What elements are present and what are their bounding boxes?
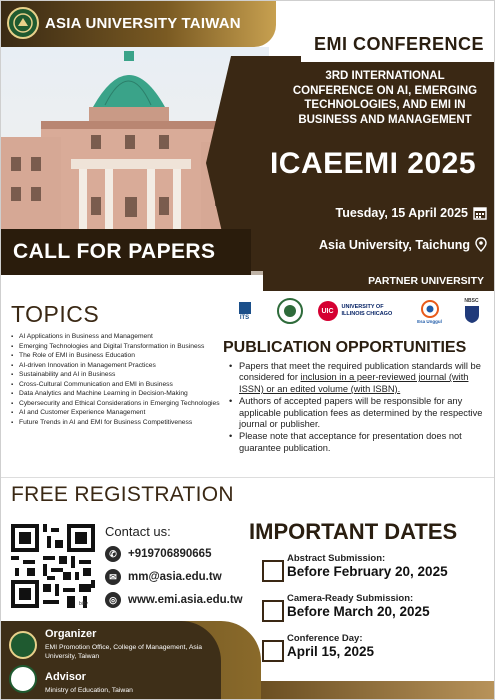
organizer-text: EMI Promotion Office, College of Management, Asia University, Taiwan <box>45 644 203 660</box>
footer-bar <box>261 681 495 700</box>
publication-item: • Papers that meet the required publication standards will be considered for inclusion in a peer-reviewed journal (with ISSN) or an edited volume (with ISBN). <box>229 361 491 395</box>
call-for-papers-banner <box>1 229 251 275</box>
date-item-camera-ready: Camera-Ready Submission: Before March 20, 2025 <box>263 593 430 619</box>
important-dates-title: IMPORTANT DATES <box>249 519 458 544</box>
topic-item: ▪ AI Applications in Business and Management <box>11 333 221 341</box>
topic-item: ▪ The Role of EMI in Business Education <box>11 352 221 360</box>
date-item-conference-day: Conference Day: April 15, 2025 <box>263 633 374 659</box>
globe-icon: ◎ <box>105 592 121 608</box>
esa-unggul-logo: Esa Unggul <box>415 299 445 324</box>
contact-phone[interactable] <box>105 546 211 562</box>
partner-label: PARTNER UNIVERSITY <box>368 275 484 287</box>
partner-bar <box>263 271 495 291</box>
publication-item: • Please note that acceptance for presentation does not guarantee publication. <box>229 431 491 454</box>
checkbox-icon <box>263 641 281 659</box>
conference-title: 3RD INTERNATIONAL CONFERENCE ON AI, EMERGING TECHNOLOGIES, AND EMI IN BUSINESS AND MANAGEMENT <box>292 70 478 126</box>
university-logo <box>7 7 39 39</box>
topic-item: ▪ AI and Customer Experience Management <box>11 409 221 417</box>
whatsapp-icon: ✆ <box>105 546 121 562</box>
conference-acronym: ICAEEMI 2025 <box>269 147 477 180</box>
publication-title: PUBLICATION OPPORTUNITIES <box>223 339 467 356</box>
registration-title: FREE REGISTRATION <box>11 483 234 506</box>
partner-seal-logo <box>275 296 305 326</box>
email-icon: ✉ <box>105 569 121 585</box>
advisor-title: Advisor <box>45 671 86 683</box>
calendar-icon <box>473 206 487 220</box>
date-text: Tuesday, 15 April 2025 <box>335 206 468 220</box>
topic-item: ▪ Future Trends in AI and EMI for Business Competitiveness <box>11 419 221 427</box>
section-divider <box>1 477 495 478</box>
contact-website[interactable] <box>105 592 243 608</box>
topic-item: ▪ Emerging Technologies and Digital Transformation in Business <box>11 343 221 351</box>
topic-item: ▪ AI-driven Innovation in Management Practices <box>11 362 221 370</box>
checkbox-icon <box>263 561 281 579</box>
website-text: www.emi.asia.edu.tw <box>128 594 243 606</box>
topic-item: ▪ Cybersecurity and Ethical Considerations in Emerging Technologies <box>11 400 221 408</box>
location-pin-icon <box>475 237 487 252</box>
checkbox-icon <box>263 601 281 619</box>
conference-date <box>301 206 487 220</box>
venue-text: Asia University, Taichung <box>319 237 470 252</box>
registration-qr-code[interactable] <box>11 524 95 608</box>
qr-caption: bitly <box>79 601 88 607</box>
phone-text: +919706890665 <box>128 548 212 560</box>
organizer-title: Organizer <box>45 628 97 640</box>
conference-label: EMI CONFERENCE <box>313 33 484 54</box>
date-item-abstract: Abstract Submission: Before February 20, 2025 <box>263 553 448 579</box>
publication-link: inclusion in a peer-reviewed journal (with ISSN) or an edited volume (with ISBN). <box>239 372 469 394</box>
organizer-logo <box>9 631 37 659</box>
contact-email[interactable] <box>105 569 222 585</box>
topics-title: TOPICS <box>11 301 100 327</box>
publication-list <box>229 361 491 455</box>
uic-logo: UIC UNIVERSITY OF ILLINOIS CHICAGO <box>318 301 402 321</box>
university-name: ASIA UNIVERSITY TAIWAN <box>45 15 241 32</box>
ministry-logo <box>9 665 37 693</box>
publication-item: • Authors of accepted papers will be responsible for any applicable publication fees as determined by the respective journal or publisher. <box>229 396 491 430</box>
its-logo: ITS <box>228 296 262 326</box>
partner-logos <box>217 291 495 331</box>
topic-item: ▪ Data Analytics and Machine Learning in Decision-Making <box>11 390 221 398</box>
contact-title: Contact us: <box>105 524 171 539</box>
nbsc-logo: NBSC <box>458 298 486 324</box>
topics-list <box>11 333 221 428</box>
call-for-papers: CALL FOR PAPERS <box>13 240 216 263</box>
email-text: mm@asia.edu.tw <box>128 571 222 583</box>
advisor-text: Ministry of Education, Taiwan <box>45 687 133 694</box>
topic-item: ▪ Sustainability and AI in Business <box>11 371 221 379</box>
conference-label-box <box>301 26 495 62</box>
conference-venue <box>281 237 487 252</box>
topic-item: ▪ Cross-Cultural Communication and EMI in Business <box>11 381 221 389</box>
